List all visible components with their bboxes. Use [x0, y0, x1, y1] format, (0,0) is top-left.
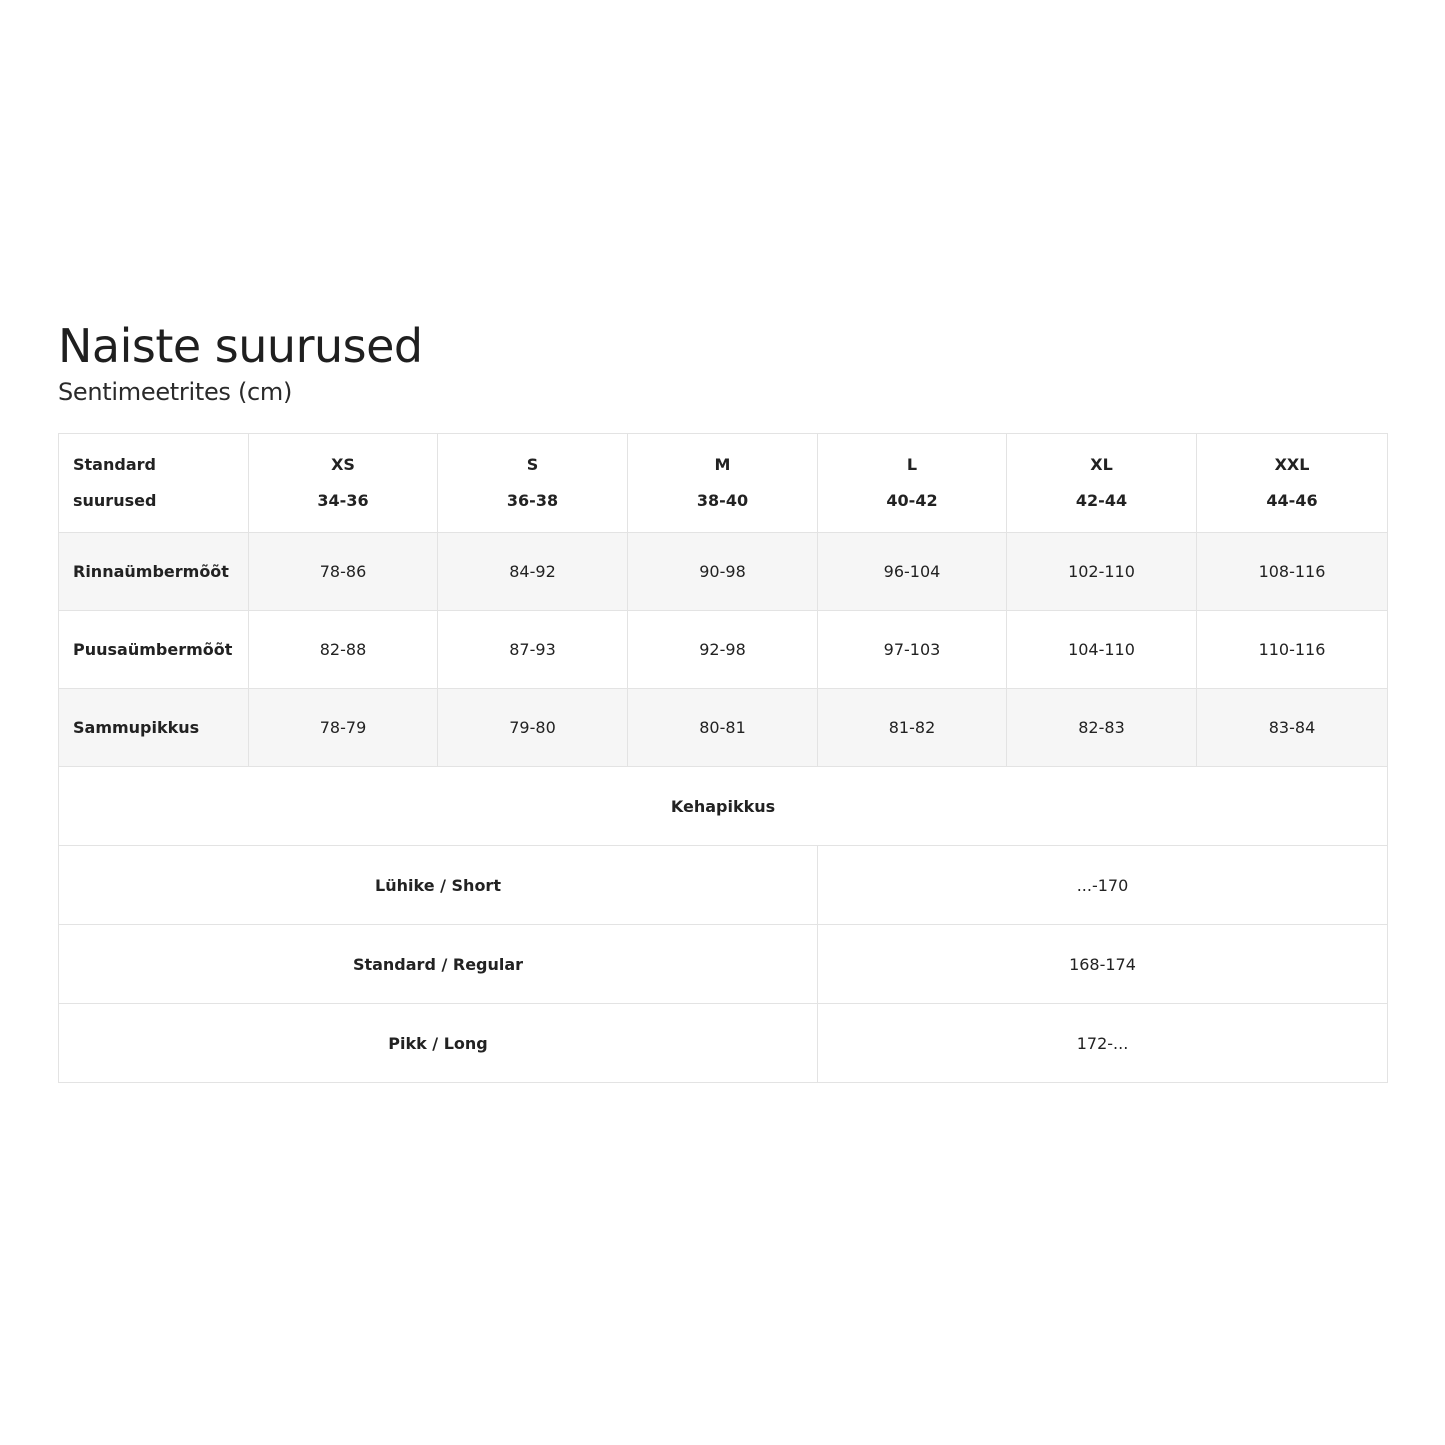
header-size-xl — [1007, 434, 1197, 533]
header-size-xxl — [1197, 434, 1388, 533]
page-subtitle: Sentimeetrites (cm) — [58, 378, 293, 406]
table-cell: 96-104 — [818, 533, 1007, 611]
table-cell: 97-103 — [818, 611, 1007, 689]
header-size-xs — [249, 434, 438, 533]
header-size-m — [628, 434, 818, 533]
table-cell: 78-86 — [249, 533, 438, 611]
size-label: XXL — [1274, 455, 1310, 474]
size-range: 36-38 — [506, 491, 559, 510]
height-value: ...-170 — [818, 846, 1388, 925]
row-label: Puusaümbermõõt — [59, 611, 249, 689]
header-standard-line2: suurused — [73, 491, 157, 510]
size-range: 34-36 — [317, 491, 369, 510]
table-cell: 92-98 — [628, 611, 818, 689]
size-label: XL — [1090, 455, 1113, 474]
height-section-title: Kehapikkus — [59, 767, 1388, 846]
row-label: Rinnaümbermõõt — [59, 533, 249, 611]
size-label: L — [906, 455, 918, 474]
table-cell: 108-116 — [1197, 533, 1388, 611]
height-row-long — [59, 1004, 1388, 1083]
height-value: 172-... — [818, 1004, 1388, 1083]
table-cell: 81-82 — [818, 689, 1007, 767]
table-cell: 104-110 — [1007, 611, 1197, 689]
table-cell: 79-80 — [438, 689, 628, 767]
table-cell: 110-116 — [1197, 611, 1388, 689]
header-size-l — [818, 434, 1007, 533]
table-cell: 80-81 — [628, 689, 818, 767]
size-label: XS — [331, 455, 355, 474]
size-label: M — [714, 455, 731, 474]
height-label: Pikk / Long — [59, 1004, 818, 1083]
height-row-regular — [59, 925, 1388, 1004]
size-range: 44-46 — [1266, 491, 1318, 510]
table-cell: 84-92 — [438, 533, 628, 611]
table-row-hips — [59, 611, 1388, 689]
table-cell: 78-79 — [249, 689, 438, 767]
row-label: Sammupikkus — [59, 689, 249, 767]
height-label: Standard / Regular — [59, 925, 818, 1004]
table-cell: 83-84 — [1197, 689, 1388, 767]
header-size-s — [438, 434, 628, 533]
table-cell: 102-110 — [1007, 533, 1197, 611]
table-cell: 82-88 — [249, 611, 438, 689]
height-value: 168-174 — [818, 925, 1388, 1004]
size-range: 38-40 — [696, 491, 749, 510]
table-cell: 90-98 — [628, 533, 818, 611]
table-header-row — [59, 434, 1388, 533]
table-row-inseam — [59, 689, 1388, 767]
header-standard-line1: Standard — [73, 455, 156, 474]
table-cell: 87-93 — [438, 611, 628, 689]
size-label: S — [526, 455, 539, 474]
page-title: Naiste suurused — [58, 319, 423, 373]
size-range: 42-44 — [1075, 491, 1128, 510]
table-cell: 82-83 — [1007, 689, 1197, 767]
size-range: 40-42 — [886, 491, 938, 510]
height-label: Lühike / Short — [59, 846, 818, 925]
height-row-short — [59, 846, 1388, 925]
size-chart-table — [58, 433, 1388, 1083]
table-row-bust — [59, 533, 1388, 611]
header-standard-sizes — [59, 434, 249, 533]
height-section-header-row — [59, 767, 1388, 846]
